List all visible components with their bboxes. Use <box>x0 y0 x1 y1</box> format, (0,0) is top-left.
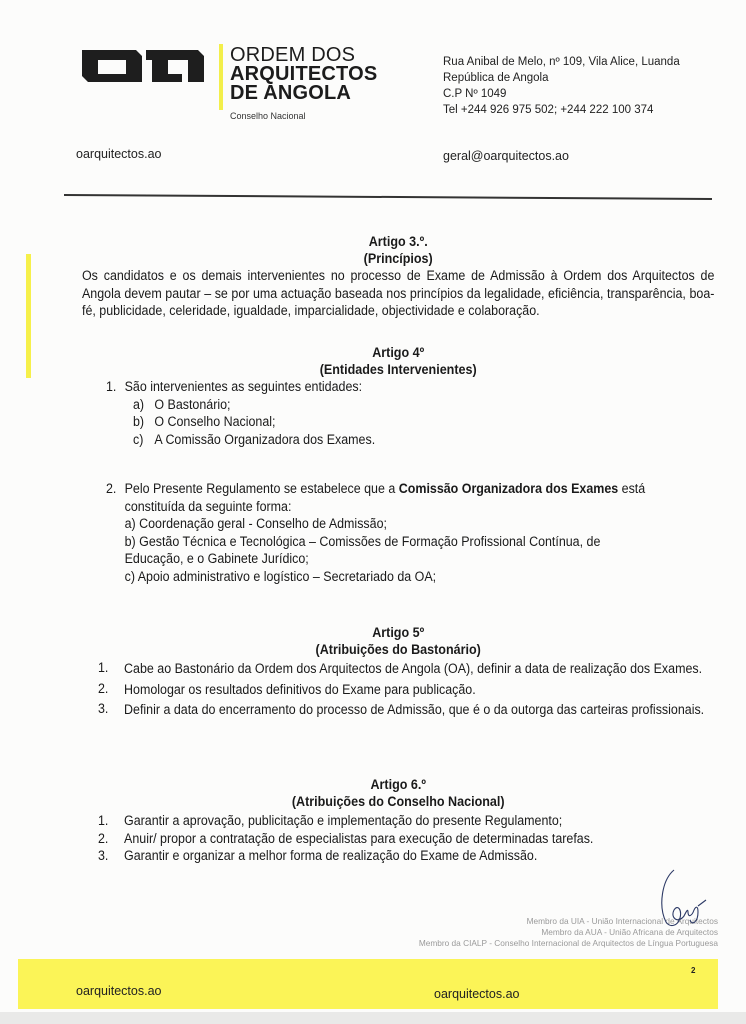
membership-line: Membro da CIALP - Conselho Internacional de Arquitectos de Língua Portuguesa <box>418 938 718 948</box>
article-paragraph: Os candidatos e os demais intervenientes no processo de Exame de Admissão à Ordem dos Arquitectos de Angola devem pautar – se por uma actuação baseada nos princípios da legalidade, eficiência, transparência, boa-fé, publicidade, celeridade, igualdade, imparcialidade, objectividade e colaboração. <box>82 268 715 318</box>
signature-icon <box>652 866 712 930</box>
footer-website-link[interactable]: oarquitectos.ao <box>76 984 162 998</box>
address-line: C.P Nº 1049 <box>443 88 507 100</box>
list-item: 1. Cabe ao Bastonário da Ordem dos Arquitectos de Angola (OA), definir a data de realização dos Exames. <box>98 660 703 676</box>
article-title: Artigo 3.º. <box>368 234 428 249</box>
article-title: Artigo 5º <box>372 625 425 640</box>
article-subtitle: (Atribuições do Conselho Nacional) <box>291 794 505 809</box>
sub-list-item: a) O Bastonário; <box>132 396 231 412</box>
list-item-text: São intervenientes as seguintes entidades: <box>124 379 363 394</box>
list-item: 2. Pelo Presente Regulamento se estabelece que a Comissão Organizadora dos Exames está <box>106 481 646 496</box>
sub-list-item-text: O Conselho Nacional; <box>154 414 276 429</box>
article-6 <box>82 776 714 810</box>
header-website-link[interactable]: oarquitectos.ao <box>76 147 162 161</box>
sub-list-item: c) Apoio administrativo e logístico – Secretariado da OA; <box>124 568 437 584</box>
list-item-text: Pelo Presente Regulamento se estabelece que a <box>124 481 396 496</box>
article-title: Artigo 4º <box>372 345 425 360</box>
membership-line: Membro da AUA - União Africana de Arquitectos <box>541 927 718 937</box>
article-4-item-1 <box>106 378 664 448</box>
list-item: 2. Homologar os resultados definitivos do Exame para publicação. <box>98 680 476 697</box>
list-item: 2. Anuir/ propor a contratação de especialistas para execução de determinadas tarefas. <box>98 830 594 846</box>
page-bottom-edge <box>0 1012 746 1024</box>
article-5-list <box>98 660 732 719</box>
sub-list-item-text: A Comissão Organizadora dos Exames. <box>154 431 376 447</box>
article-4 <box>82 344 714 378</box>
list-item-text: Definir a data do encerramento do processo de Admissão, que é o da outorga das carteiras profissionais. <box>124 702 705 717</box>
oa-logo-icon <box>78 44 210 88</box>
article-subtitle: (Entidades Intervenientes) <box>319 362 477 377</box>
list-item-text: Garantir e organizar a melhor forma de realização do Exame de Admissão. <box>124 848 538 863</box>
article-subtitle: (Princípios) <box>363 251 433 266</box>
list-item-text: Garantir a aprovação, publicitação e implementação do presente Regulamento; <box>124 813 563 828</box>
logo-divider <box>219 44 223 110</box>
org-name-line3: DE ANGOLA <box>230 82 352 104</box>
list-item: 3. Definir a data do encerramento do processo de Admissão, que é o da outorga das carteiras profissionais. <box>98 701 705 717</box>
emphasis-text: Comissão Organizadora dos Exames <box>398 481 619 496</box>
footer-website-link-center[interactable]: oarquitectos.ao <box>434 987 520 1001</box>
sub-list-item-continuation: Educação, e o Gabinete Jurídico; <box>124 551 309 566</box>
list-item-text: Homologar os resultados definitivos do Exame para publicação. <box>124 681 476 697</box>
header-email-link[interactable]: geral@oarquitectos.ao <box>443 149 569 163</box>
address-line: Tel +244 926 975 502; +244 222 100 374 <box>443 104 654 116</box>
list-item-text: Anuir/ propor a contratação de especialistas para execução de determinadas tarefas. <box>124 830 594 846</box>
list-item: 3. Garantir e organizar a melhor forma de realização do Exame de Admissão. <box>98 848 538 863</box>
sub-list-item: c) A Comissão Organizadora dos Exames. <box>132 431 376 447</box>
article-4-item-2 <box>106 480 701 585</box>
address-line: República de Angola <box>443 72 549 84</box>
org-name <box>230 46 377 103</box>
article-6-list <box>98 812 732 865</box>
page-number: 2 <box>691 966 696 975</box>
article-title: Artigo 6.º <box>370 777 426 792</box>
sub-list-item: b) O Conselho Nacional; <box>132 414 276 429</box>
list-item: 1. Garantir a aprovação, publicitação e implementação do presente Regulamento; <box>98 813 563 828</box>
article-subtitle: (Atribuições do Bastonário) <box>315 642 481 657</box>
list-item-continuation: constituída da seguinte forma: <box>124 498 292 514</box>
org-name-line1: ORDEM DOS <box>230 44 356 66</box>
sub-list-item: b) Gestão Técnica e Tecnológica – Comissões de Formação Profissional Contínua, de <box>124 533 601 549</box>
org-name-line2: ARQUITECTOS <box>230 63 378 85</box>
margin-highlight-mark <box>26 254 31 378</box>
header-divider <box>64 194 712 200</box>
sub-list-item-text: O Bastonário; <box>154 396 231 412</box>
membership-line: Membro da UIA - União Internacional de Arquitectos <box>526 916 718 926</box>
article-5 <box>82 624 714 658</box>
list-item: 1. São intervenientes as seguintes entidades: <box>106 379 363 394</box>
list-item-text: está <box>621 481 646 496</box>
sub-list-item: a) Coordenação geral - Conselho de Admissão; <box>124 516 387 531</box>
article-3 <box>82 233 714 320</box>
address-line: Rua Anibal de Melo, nº 109, Vila Alice, Luanda <box>443 56 680 68</box>
address-block <box>443 54 680 118</box>
list-item-text: Cabe ao Bastonário da Ordem dos Arquitectos de Angola (OA), definir a data de realização dos Exames. <box>124 661 703 676</box>
org-subtitle: Conselho Nacional <box>230 111 306 121</box>
